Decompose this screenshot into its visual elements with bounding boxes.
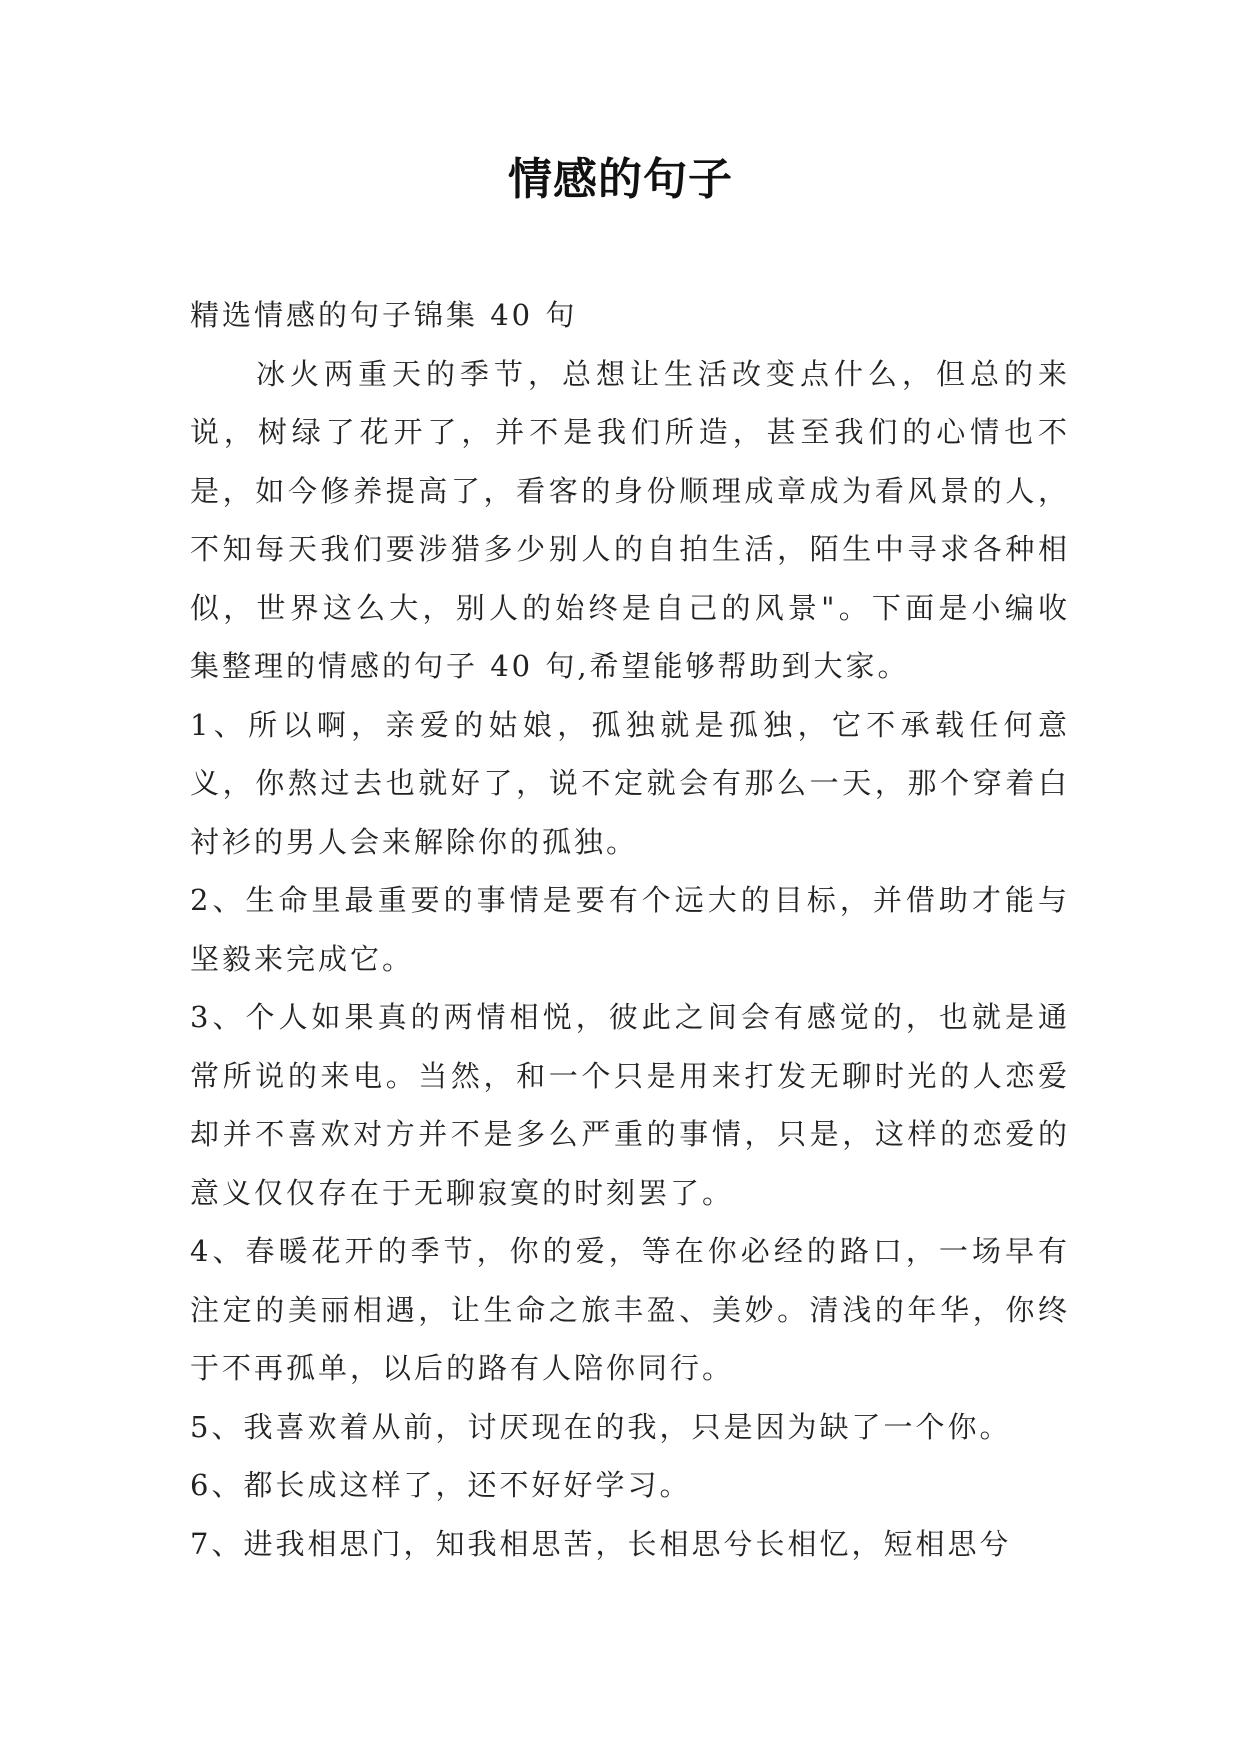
paragraph-intro: 冰火两重天的季节，总想让生活改变点什么，但总的来说，树绿了花开了，并不是我们所造，甚至我们的心情也不是，如今修养提高了，看客的身份顺理成章成为看风景的人，不知每天我们要涉猎多少别人的自拍生活，陌生中寻求各种相似，世界这么大，别人的始终是自己的风景"。下面是小编收集整理的情感的句子 40 句,希望能够帮助到大家。: [190, 356, 1070, 683]
paragraph-subtitle: 精选情感的句子锦集 40 句: [190, 298, 578, 332]
paragraph-item-7: 7、进我相思门，知我相思苦，长相思兮长相忆，短相思兮: [190, 1526, 1012, 1561]
paragraph-item-5: 5、我喜欢着从前，讨厌现在的我，只是因为缺了一个你。: [190, 1409, 1012, 1444]
document-body: [190, 286, 1070, 1573]
paragraph-item-6: 6、都长成这样了，还不好好学习。: [190, 1468, 692, 1502]
paragraph-item-1: 1、所以啊，亲爱的姑娘，孤独就是孤独，它不承载任何意义，你熬过去也就好了，说不定就会有那么一天，那个穿着白衬衫的男人会来解除你的孤独。: [190, 707, 1070, 859]
paragraph-item-2: 2、生命里最重要的事情是要有个远大的目标，并借助才能与坚毅来完成它。: [190, 883, 1070, 976]
paragraph-item-4: 4、春暖花开的季节，你的爱，等在你必经的路口，一场早有注定的美丽相遇，让生命之旅丰盈、美妙。清浅的年华，你终于不再孤单，以后的路有人陪你同行。: [190, 1234, 1070, 1385]
document-title: 情感的句子: [508, 154, 733, 205]
paragraph-item-3: 3、个人如果真的两情相悦，彼此之间会有感觉的，也就是通常所说的来电。当然，和一个只是用来打发无聊时光的人恋爱却并不喜欢对方并不是多么严重的事情，只是，这样的恋爱的意义仅仅存在于无聊寂寞的时刻罢了。: [190, 1000, 1070, 1210]
